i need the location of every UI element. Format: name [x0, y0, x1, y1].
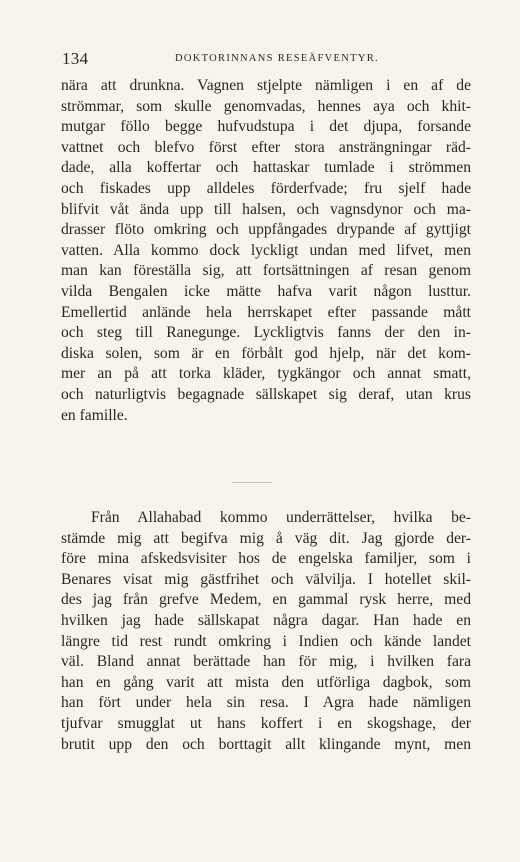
- text-line: och fiskades upp alldeles förderfvade; fru sjelf hade: [61, 179, 471, 197]
- text-line: Emellertid anlände hela herrskapet efter passande mått: [61, 303, 471, 321]
- text-line: mer an på att torka kläder, tygkängor och annat smatt,: [61, 365, 471, 383]
- text-line: man kan föreställa sig, att fortsättningen af resan genom: [61, 262, 471, 280]
- running-title: DOKTORINNANS RESEÄFVENTYR.: [175, 53, 379, 64]
- page-number: 134: [62, 49, 89, 68]
- text-line: des jag från grefve Medem, en gammal rysk herre, med: [61, 591, 471, 609]
- text-line: vilda Bengalen icke mätte hafva varit någon lusttur.: [61, 282, 471, 300]
- text-line: hvilken jag hade sällskapat några dagar. Han hade en: [61, 611, 471, 629]
- paragraph-2: [61, 508, 471, 755]
- text-line: han fört under hela sin resa. I Agra hade nämligen: [61, 694, 471, 712]
- text-line: vattnet och blefvo först efter stora ansträngningar räd-: [61, 138, 471, 156]
- text-line: han en gång varit att mista den utförliga dagbok, som: [61, 673, 471, 691]
- text-line: och naturligtvis begagnade sällskapet sig deraf, utan krus: [61, 385, 471, 403]
- text-line: stämde mig att begifva mig å väg dit. Jag gjorde der-: [61, 529, 471, 547]
- paragraph-1: [61, 76, 471, 426]
- text-line: blifvit våt ända upp till halsen, och vagnsdynor och ma-: [61, 200, 471, 218]
- text-line: strömmar, som skulle genomvadas, hennes aya och khit-: [61, 97, 471, 115]
- text-line: tjufvar smugglat ut hans koffert i en skogshage, der: [61, 714, 471, 732]
- text-line: väl. Bland annat berättade han för mig, i hvilken fara: [61, 653, 471, 671]
- text-line: dade, alla koffertar och hattaskar tumlade i strömmen: [61, 159, 471, 177]
- text-line: vatten. Alla kommo dock lyckligt undan med lifvet, men: [61, 241, 471, 259]
- text-line: brutit upp den och borttagit allt klingande mynt, men: [61, 735, 471, 753]
- text-line: Benares visat mig gästfrihet och välvilja. I hotellet skil-: [61, 570, 471, 588]
- text-line: diska solen, som är en förbålt god hjelp, när det kom-: [61, 344, 471, 362]
- text-line: och steg till Ranegunge. Lyckligtvis fanns der den in-: [61, 324, 471, 342]
- text-line: nära att drunkna. Vagnen stjelpte nämligen i en af de: [61, 77, 471, 94]
- text-line: en famille.: [61, 406, 128, 424]
- running-head: [62, 49, 472, 71]
- text-line: drasser flöto omkring och uppfångades drypande af gyttjigt: [61, 221, 471, 239]
- text-line: längre tid rest rundt omkring i Indien och kände landet: [61, 632, 471, 650]
- text-line: mutgar föllo begge hufvudstupa i det djupa, forsande: [61, 118, 471, 136]
- section-separator: [232, 482, 272, 483]
- text-line: Från Allahabad kommo underrättelser, hvilka be-: [91, 509, 471, 526]
- text-line: före mina afskedsvisiter hos de engelska familjer, som i: [61, 550, 471, 568]
